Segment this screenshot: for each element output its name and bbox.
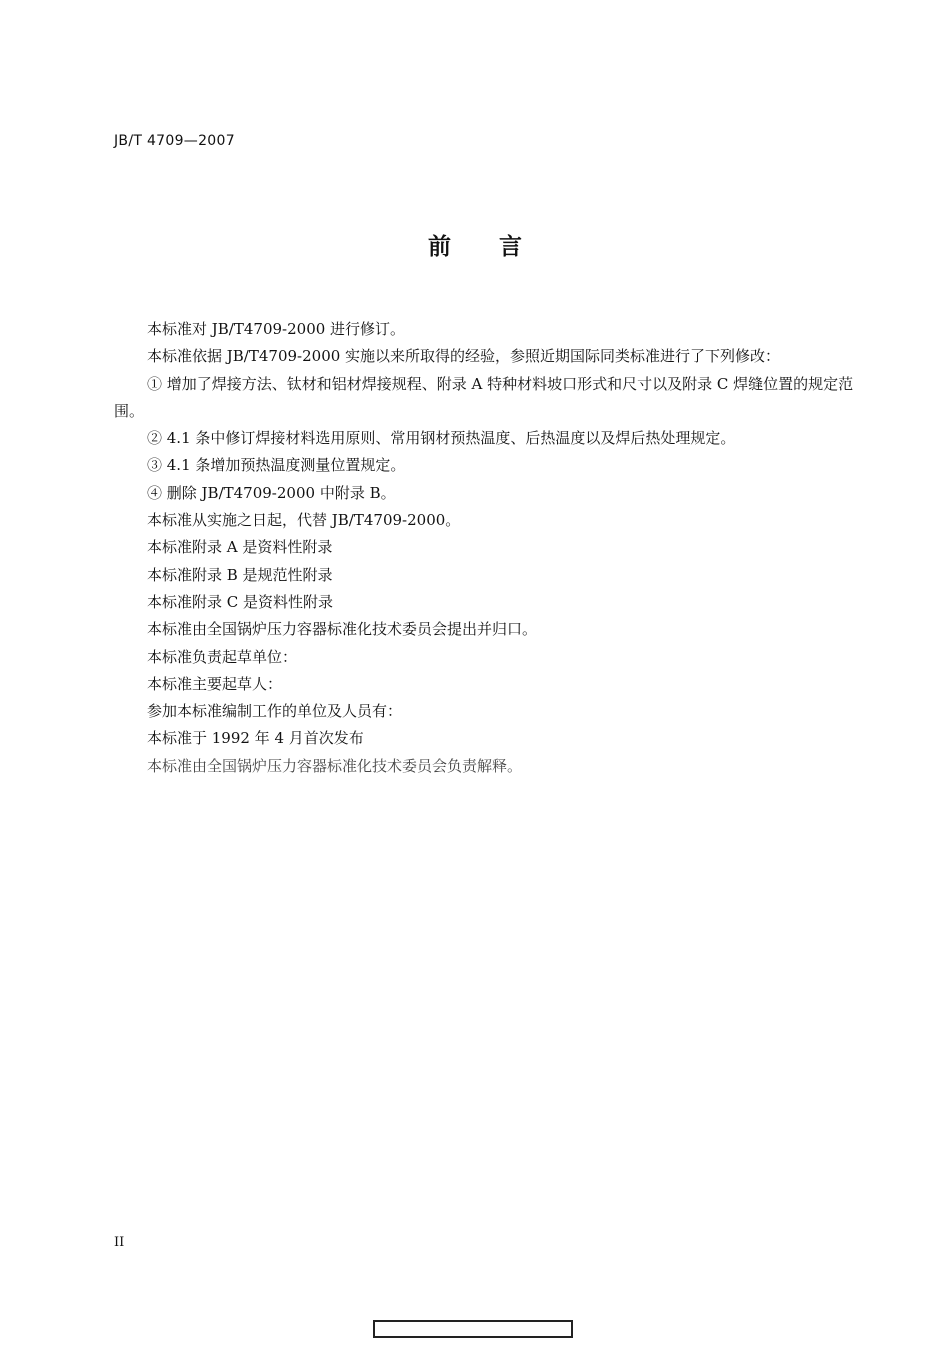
paragraph: 本标准负责起草单位： xyxy=(147,647,298,666)
paragraph: 本标准由全国锅炉压力容器标准化技术委员会负责解释。 xyxy=(147,756,523,775)
paragraph: 本标准主要起草人： xyxy=(147,674,283,693)
paragraph: ③ 4.1 条增加预热温度测量位置规定。 xyxy=(147,456,406,475)
paragraph: 本标准附录 A 是资料性附录 xyxy=(147,538,333,557)
paragraph: 本标准附录 B 是规范性附录 xyxy=(147,565,333,584)
section-title-text: 前 言 xyxy=(427,234,523,260)
paragraph: ④ 删除 JB/T4709-2000 中附录 B。 xyxy=(147,483,396,502)
paragraph: 本标准于 1992 年 4 月首次发布 xyxy=(147,729,364,748)
paragraph: 本标准对 JB/T4709-2000 进行修订。 xyxy=(147,320,406,338)
foreword-body xyxy=(114,316,854,780)
paragraph: 本标准由全国锅炉压力容器标准化技术委员会提出并归口。 xyxy=(147,620,538,639)
paragraph: 本标准从实施之日起，代替 JB/T4709-2000。 xyxy=(147,511,461,530)
paragraph: 本标准附录 C 是资料性附录 xyxy=(147,592,334,611)
section-title xyxy=(0,228,950,261)
paragraph: ② 4.1 条中修订焊接材料选用原则、常用钢材预热温度、后热温度以及焊后热处理规定。 xyxy=(147,429,736,448)
document-number-header: JB/T 4709—2007 xyxy=(114,133,235,149)
paragraph: ① 增加了焊接方法、钛材和铝材焊接规程、附录 A 特种材料坡口形式和尺寸以及附录 C 焊缝位置的规定范围。 xyxy=(114,374,854,420)
paragraph: 本标准依据 JB/T4709-2000 实施以来所取得的经验，参照近期国际同类标准进行了下列修改： xyxy=(147,347,781,366)
footer-box xyxy=(373,1320,573,1338)
paragraph: 参加本标准编制工作的单位及人员有： xyxy=(147,702,403,721)
page-number: II xyxy=(114,1235,125,1250)
